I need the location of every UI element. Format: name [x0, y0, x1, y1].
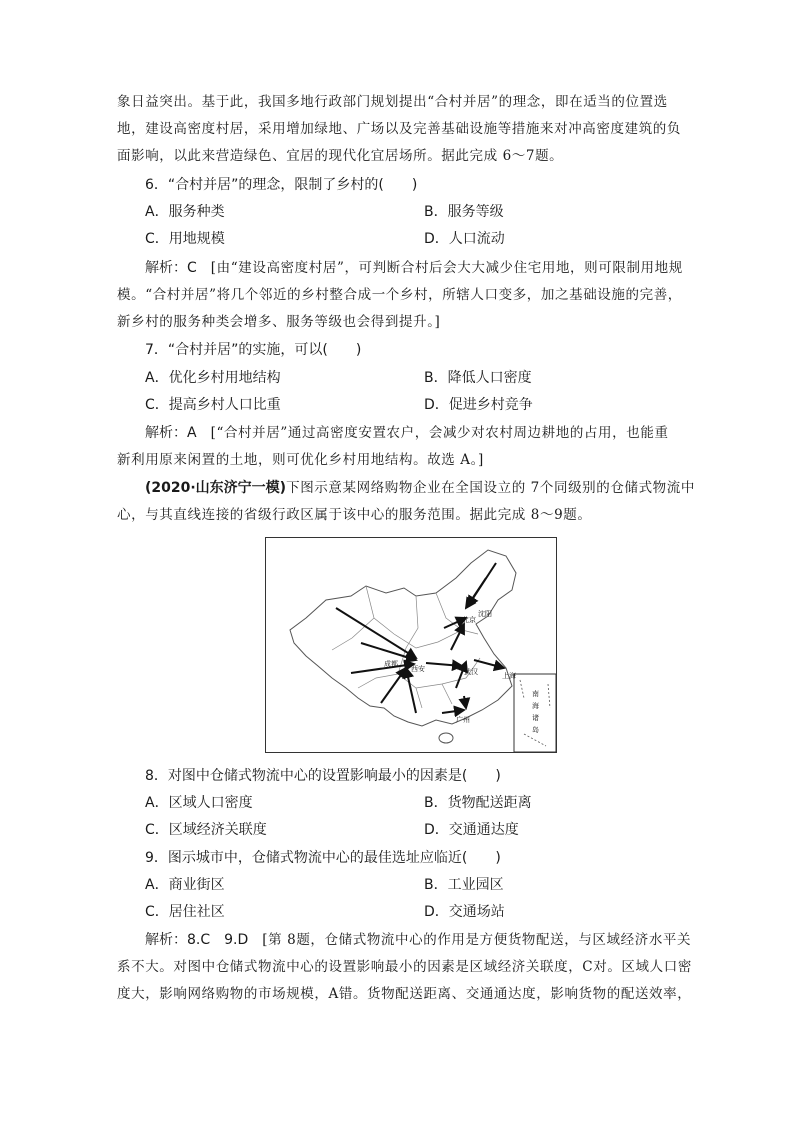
arrow-guizhou-chengdu: [406, 668, 416, 713]
city-chengdu: 成都: [384, 660, 398, 668]
province-borders: [332, 586, 480, 708]
q6-answer-line-2: 模。“合村并居”将几个邻近的乡村整合成一个乡村，所辖人口变多，加之基础设施的完善，: [117, 287, 682, 303]
arrow-fujian-guangzhou: [464, 696, 466, 708]
arrow-hebei-beijing: [451, 624, 464, 650]
q7-option-a: A．优化乡村用地结构: [145, 370, 281, 386]
arrow-anhui-shanghai: [474, 660, 504, 668]
answer89-line-2: 系不大。对图中仓储式物流中心的设置影响最小的因素是区域经济关联度，C对。区域人口密: [117, 959, 692, 975]
q8-option-b: B．货物配送距离: [424, 795, 532, 811]
city-xian: 西安: [411, 665, 425, 673]
inset-label-2: 海: [532, 702, 539, 710]
material2-source: (2020·山东济宁一模): [145, 480, 287, 496]
hainan-island: [439, 733, 453, 743]
material2-line-2: 心，与其直线连接的省级行政区属于该中心的服务范围。据此完成 8～9题。: [117, 507, 592, 523]
q6-option-c: C．用地规模: [145, 231, 225, 247]
q9-option-c: C．居住社区: [145, 904, 225, 920]
answer89-text-1: [第 8题，仓储式物流中心的作用是方便货物配送，与区域经济水平关: [262, 932, 692, 948]
q7-option-d: D．促进乡村竞争: [424, 397, 533, 413]
inset-label-1: 南: [532, 690, 539, 698]
q7-answer-text-1: [“合村并居”通过高密度安置农户，会减少对农村周边耕地的占用，也能重: [210, 425, 669, 441]
intro-line-3: 面影响，以此来营造绿色、宜居的现代化宜居场所。据此完成 6～7题。: [117, 148, 564, 164]
q7-answer-line-2: 新利用原来闲置的土地，则可优化乡村用地结构。故选 A。]: [117, 452, 484, 468]
service-arrows: [336, 563, 504, 713]
q7-option-c: C．提高乡村人口比重: [145, 397, 281, 413]
q7-answer-label: 解析：A: [145, 425, 197, 441]
q8-option-a: A．区域人口密度: [145, 795, 253, 811]
map-svg: [266, 538, 558, 754]
answer89-label: 解析：8.C 9.D: [145, 932, 249, 948]
intro-line-1: 象日益突出。基于此，我国多地行政部门规划提出“合村并居”的理念，即在适当的位置选: [117, 94, 668, 110]
arrow-guangxi-guangzhou: [442, 710, 464, 713]
arrow-xinjiang-xian: [336, 608, 416, 658]
city-wuhan: 武汉: [464, 668, 478, 676]
arrow-yunnan-chengdu: [381, 668, 406, 703]
q7-answer-line-1: [145, 423, 677, 443]
q9-option-d: D．交通场站: [424, 904, 505, 920]
q6-stem: 6．“合村并居”的理念，限制了乡村的( ): [145, 177, 418, 193]
material2-line-1: [145, 478, 695, 498]
inset-label-4: 岛: [532, 726, 539, 734]
q9-option-a: A．商业街区: [145, 877, 225, 893]
intro-line-2: 地，建设高密度村居，采用增加绿地、广场以及完善基础设施等措施来对冲高密度建筑的负: [117, 121, 681, 137]
city-shanghai: 上海: [502, 672, 516, 680]
q6-option-b: B．服务等级: [424, 204, 504, 220]
china-logistics-map: [265, 537, 557, 753]
q7-stem: 7．“合村并居”的实施，可以( ): [145, 342, 362, 358]
q9-option-b: B．工业园区: [424, 877, 504, 893]
city-shenyang: 沈阳: [478, 610, 492, 618]
q6-answer-text-1: [由“建设高密度村居”，可判断合村后会大大减少住宅用地，则可限制用地规: [210, 260, 683, 276]
q8-option-d: D．交通通达度: [424, 822, 519, 838]
china-outline: [290, 550, 516, 726]
q6-option-d: D．人口流动: [424, 231, 505, 247]
q8-stem: 8．对图中仓储式物流中心的设置影响最小的因素是( ): [145, 768, 501, 784]
q6-option-a: A．服务种类: [145, 204, 225, 220]
q6-answer-line-3: 新乡村的服务种类会增多、服务等级也会得到提升。]: [117, 314, 441, 330]
q9-stem: 9．图示城市中，仓储式物流中心的最佳选址应临近( ): [145, 850, 501, 866]
arrow-henan-wuhan: [426, 663, 462, 666]
inset-label-3: 诸: [532, 714, 539, 722]
answer89-line-1: [145, 930, 692, 950]
material2-text-1: 下图示意某网络购物企业在全国设立的 7个同级别的仓储式物流中: [286, 480, 695, 496]
city-beijing: 北京: [462, 616, 476, 624]
q8-option-c: C．区域经济关联度: [145, 822, 267, 838]
q7-option-b: B．降低人口密度: [424, 370, 532, 386]
city-guangzhou: 广州: [456, 716, 470, 724]
q6-answer-line-1: [145, 258, 683, 278]
q6-answer-label: 解析：C: [145, 260, 197, 276]
answer89-line-3: 度大，影响网络购物的市场规模，A错。货物配送距离、交通通达度，影响货物的配送效率，: [117, 986, 692, 1002]
arrow-jilin-shenyang: [468, 563, 496, 606]
